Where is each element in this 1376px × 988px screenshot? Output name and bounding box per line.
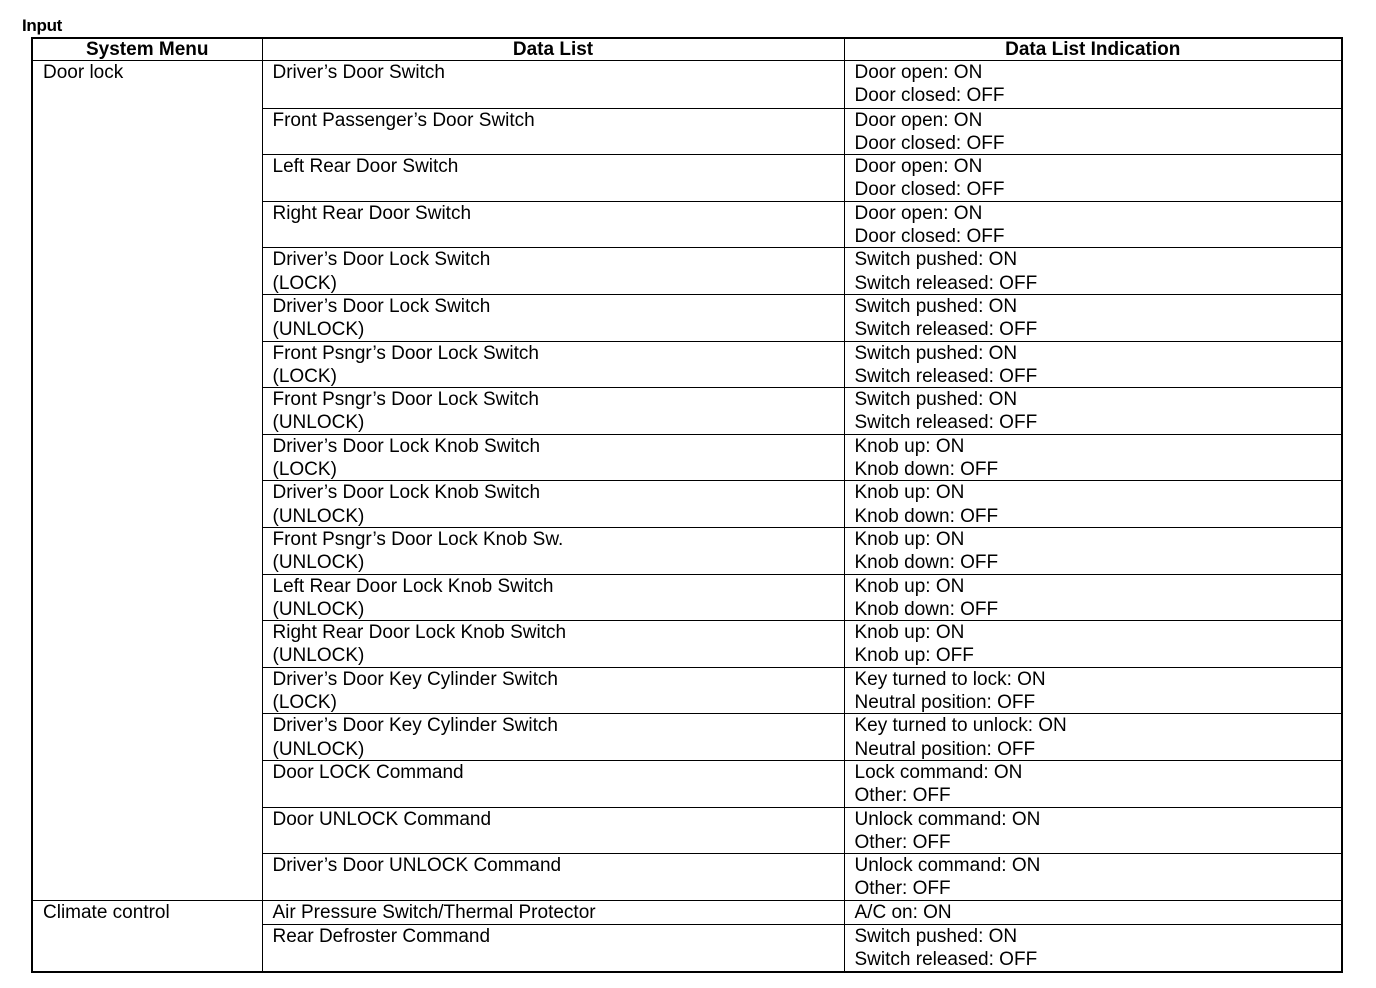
data-list-indication-cell: [844, 247, 1342, 294]
data-list-line: Left Rear Door Lock Knob Switch: [272, 575, 554, 597]
data-list-indication-cell: [844, 924, 1342, 972]
data-list-line: Driver’s Door Switch: [272, 62, 445, 83]
data-list-indication-line: Unlock command: ON: [854, 855, 1041, 877]
data-list-indication-line: Door closed: OFF: [854, 226, 1005, 248]
data-list-line: Rear Defroster Command: [272, 925, 491, 947]
data-list-cell: [262, 480, 844, 527]
data-list-indication-cell: [844, 713, 1342, 760]
data-list-indication-line: Other: OFF: [854, 785, 951, 807]
data-list-indication-line: Other: OFF: [854, 831, 951, 853]
data-list-line: Door UNLOCK Command: [272, 808, 492, 830]
data-list-indication-line: Neutral position: OFF: [854, 692, 1036, 714]
data-list-cell: [262, 108, 844, 155]
data-list-indication-line: Door closed: OFF: [854, 179, 1005, 201]
data-list-line: Front Passenger’s Door Switch: [272, 109, 535, 131]
data-list-cell: [262, 154, 844, 201]
data-list-line: Air Pressure Switch/Thermal Protector: [272, 901, 596, 923]
data-list-indication-line: Unlock command: ON: [854, 808, 1041, 830]
data-list-line: (LOCK): [272, 365, 337, 387]
data-list-cell: [262, 924, 844, 972]
data-list-indication-line: Door closed: OFF: [854, 132, 1005, 154]
data-list-cell: [262, 61, 844, 108]
data-list-indication-line: Knob up: ON: [854, 528, 965, 550]
data-list-indication-cell: [844, 480, 1342, 527]
data-list-indication-cell: [844, 527, 1342, 574]
data-list-line: (LOCK): [272, 692, 337, 714]
data-list-indication-line: Switch released: OFF: [854, 272, 1038, 294]
data-list-indication-line: Switch released: OFF: [854, 365, 1038, 387]
data-list-cell: [262, 853, 844, 900]
data-list-indication-line: A/C on: ON: [854, 901, 952, 923]
table-header-row: [32, 38, 1342, 61]
data-list-line: Right Rear Door Switch: [272, 202, 472, 224]
data-list-indication-line: Door open: ON: [854, 156, 983, 178]
data-list-line: (UNLOCK): [272, 319, 365, 341]
data-list-line: Front Psngr’s Door Lock Switch: [272, 389, 539, 411]
data-list-indication-cell: [844, 853, 1342, 900]
data-list-line: (UNLOCK): [272, 738, 365, 760]
data-list-indication-line: Door open: ON: [854, 202, 983, 224]
data-list-indication-line: Neutral position: OFF: [854, 738, 1036, 760]
data-list-indication-cell: [844, 900, 1342, 924]
data-list-indication-cell: [844, 620, 1342, 667]
data-list-cell: [262, 387, 844, 434]
data-list-indication-cell: [844, 294, 1342, 341]
data-list-cell: [262, 807, 844, 854]
data-list-indication-line: Key turned to unlock: ON: [854, 715, 1067, 737]
data-list-line: (UNLOCK): [272, 598, 365, 620]
data-list-indication-line: Knob up: ON: [854, 622, 965, 644]
data-list-cell: [262, 527, 844, 574]
data-list-indication-cell: [844, 154, 1342, 201]
data-list-line: (UNLOCK): [272, 505, 365, 527]
data-list-indication-cell: [844, 760, 1342, 807]
data-list-indication-line: Door open: ON: [854, 109, 983, 131]
data-list-indication-line: Knob up: ON: [854, 435, 965, 457]
data-list-cell: [262, 760, 844, 807]
data-list-indication-line: Door open: ON: [854, 62, 983, 83]
data-list-indication-cell: [844, 807, 1342, 854]
data-list-indication-line: Knob down: OFF: [854, 552, 999, 574]
data-list-indication-line: Knob down: OFF: [854, 459, 999, 481]
data-list-indication-line: Switch released: OFF: [854, 412, 1038, 434]
data-list-indication-line: Door closed: OFF: [854, 85, 1005, 107]
data-list-indication-cell: [844, 667, 1342, 714]
table-row: [32, 900, 1342, 924]
data-list-cell: [262, 667, 844, 714]
data-list-indication-line: Knob down: OFF: [854, 598, 999, 620]
data-list-indication-line: Knob down: OFF: [854, 505, 999, 527]
data-list-cell: [262, 620, 844, 667]
data-list-line: Driver’s Door Lock Switch: [272, 249, 491, 271]
data-list-indication-line: Knob up: ON: [854, 482, 965, 504]
data-list-indication-line: Switch pushed: ON: [854, 249, 1018, 271]
data-list-line: Driver’s Door UNLOCK Command: [272, 855, 562, 877]
data-list-indication-line: Lock command: ON: [854, 761, 1023, 783]
header-system-menu: System Menu: [32, 38, 262, 61]
data-list-indication-cell: [844, 574, 1342, 621]
system-menu-label: Door lock: [43, 62, 124, 83]
data-list-indication-line: Switch pushed: ON: [854, 925, 1018, 947]
header-data-list: Data List: [262, 38, 844, 61]
data-list-indication-cell: [844, 341, 1342, 388]
system-menu-cell: [32, 900, 262, 971]
data-list-cell: [262, 713, 844, 760]
data-list-cell: [262, 434, 844, 481]
data-list-line: Driver’s Door Key Cylinder Switch: [272, 715, 558, 737]
data-list-cell: [262, 247, 844, 294]
data-list-line: Right Rear Door Lock Knob Switch: [272, 622, 567, 644]
data-list-line: Front Psngr’s Door Lock Knob Sw.: [272, 528, 564, 550]
data-list-indication-line: Switch released: OFF: [854, 949, 1038, 971]
data-list-line: Driver’s Door Key Cylinder Switch: [272, 668, 558, 690]
data-list-line: Driver’s Door Lock Switch: [272, 295, 491, 317]
data-list-line: Driver’s Door Lock Knob Switch: [272, 435, 541, 457]
table-row: [32, 61, 1342, 108]
data-list-cell: [262, 341, 844, 388]
data-list-indication-line: Switch pushed: ON: [854, 295, 1018, 317]
header-data-list-indication: Data List Indication: [844, 38, 1342, 61]
data-list-indication-line: Other: OFF: [854, 878, 951, 900]
data-list-line: (LOCK): [272, 459, 337, 481]
data-list-indication-line: Knob up: ON: [854, 575, 965, 597]
data-list-cell: [262, 294, 844, 341]
data-list-line: (UNLOCK): [272, 645, 365, 667]
data-list-indication-line: Switch pushed: ON: [854, 342, 1018, 364]
data-list-indication-line: Key turned to lock: ON: [854, 668, 1046, 690]
data-list-line: Driver’s Door Lock Knob Switch: [272, 482, 541, 504]
data-list-indication-line: Switch pushed: ON: [854, 389, 1018, 411]
data-list-line: (UNLOCK): [272, 412, 365, 434]
data-list-indication-cell: [844, 61, 1342, 108]
system-menu-label: Climate control: [43, 901, 170, 923]
data-list-indication-cell: [844, 387, 1342, 434]
data-list-line: (UNLOCK): [272, 552, 365, 574]
data-list-indication-cell: [844, 434, 1342, 481]
data-list-indication-line: Knob up: OFF: [854, 645, 974, 667]
data-list-line: Front Psngr’s Door Lock Switch: [272, 342, 539, 364]
system-menu-cell: [32, 61, 262, 901]
data-list-line: Door LOCK Command: [272, 761, 464, 783]
data-list-table: [31, 37, 1343, 973]
data-list-cell: [262, 574, 844, 621]
data-list-line: (LOCK): [272, 272, 337, 294]
data-list-indication-cell: [844, 108, 1342, 155]
data-list-cell: [262, 201, 844, 248]
data-list-cell: [262, 900, 844, 924]
section-title: Input: [22, 16, 63, 35]
data-list-indication-cell: [844, 201, 1342, 248]
data-list-indication-line: Switch released: OFF: [854, 319, 1038, 341]
data-list-line: Left Rear Door Switch: [272, 156, 459, 178]
